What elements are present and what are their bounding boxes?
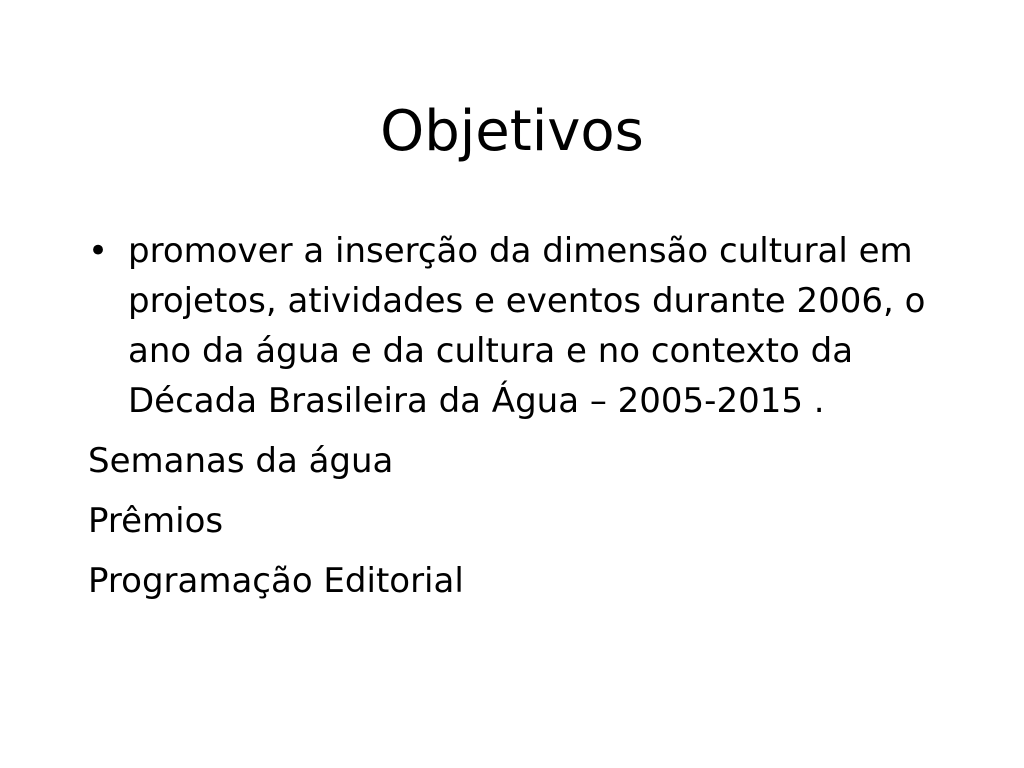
list-item-premios: Prêmios — [88, 501, 224, 541]
list-item-semanas: Semanas da água — [88, 441, 394, 481]
bullet-marker: • — [88, 231, 109, 271]
slide-content — [88, 226, 968, 606]
slide-title: Objetivos — [380, 99, 644, 164]
bullet-text: promover a inserção da dimensão cultural em projetos, atividades e eventos durante 2006, o ano da água e da cultura e no contexto da Década Brasileira da Água – 2005-2015 . — [128, 231, 926, 421]
bullet-item — [88, 226, 968, 426]
list-item-programacao: Programação Editorial — [88, 561, 464, 601]
